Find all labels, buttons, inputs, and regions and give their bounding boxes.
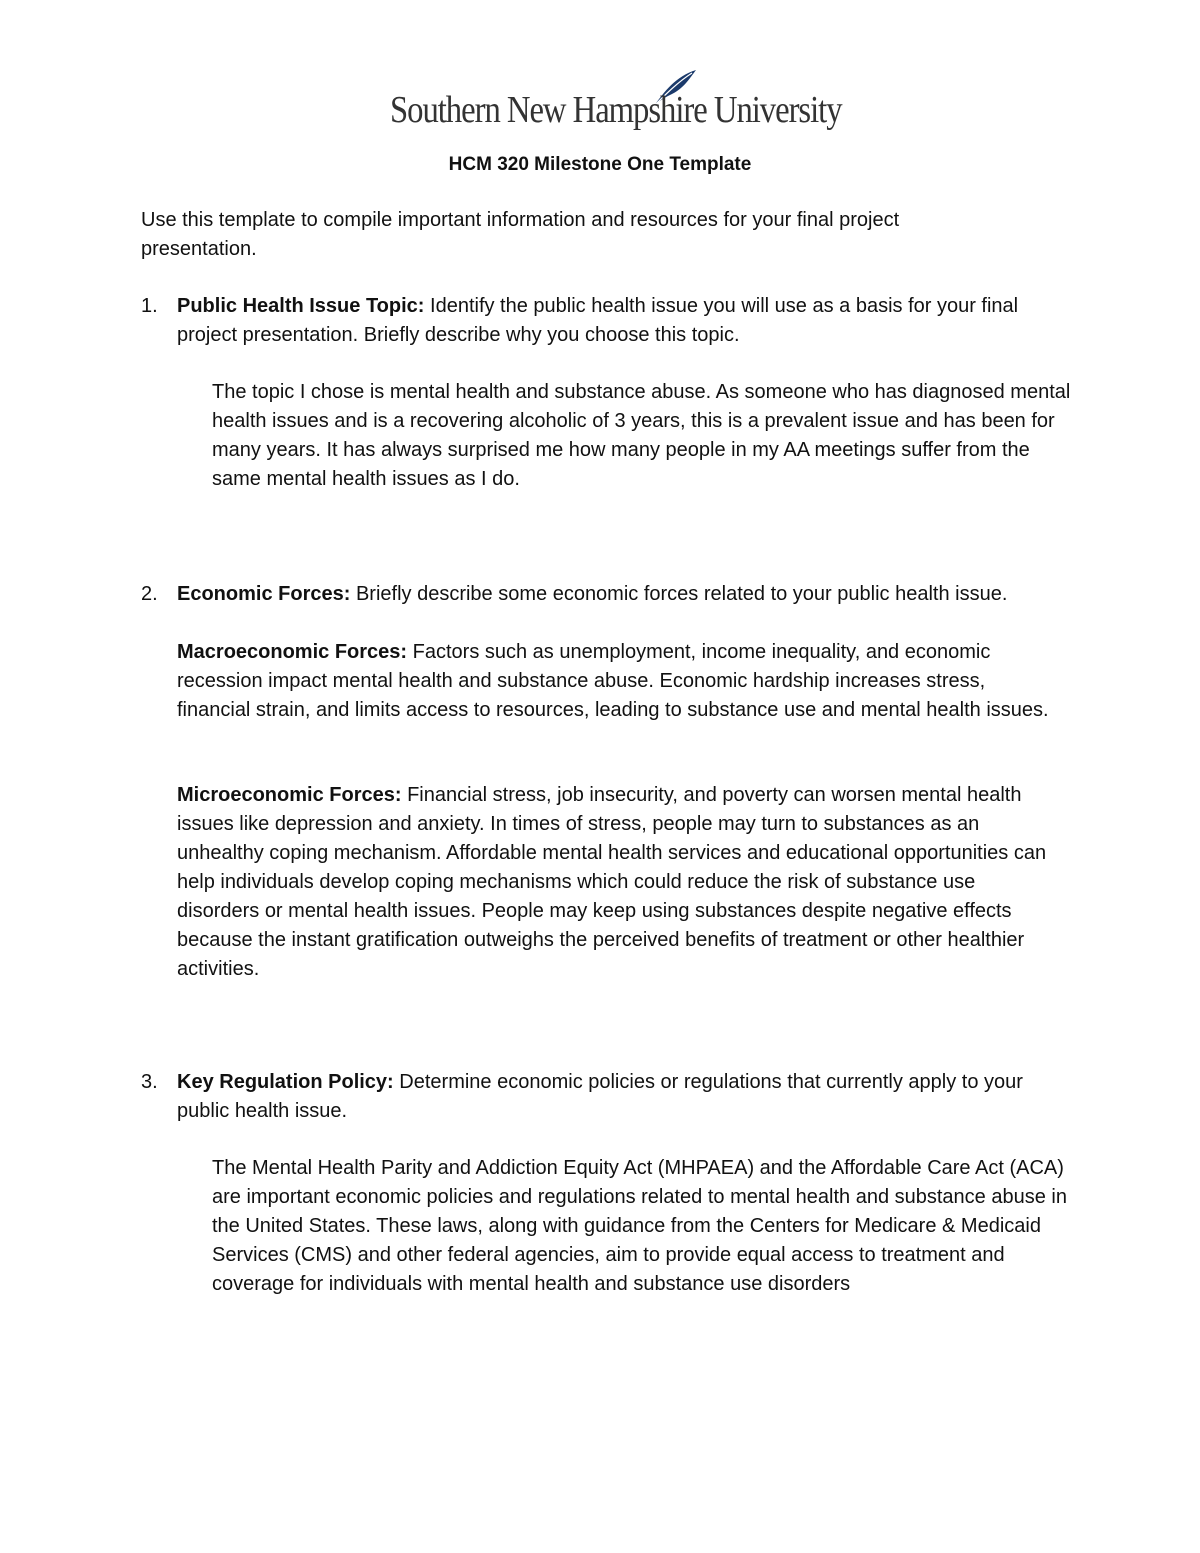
macroeconomic-text: Factors such as unemployment, income inequality, and economic recession impact mental health and substance abuse. Economic hardship increases stress, financial strain, and limits access to resources, leading to substance use and mental health issues.: [177, 641, 1049, 721]
section-3-label: Key Regulation Policy:: [177, 1071, 394, 1093]
section-3-answer: The Mental Health Parity and Addiction Equity Act (MHPAEA) and the Affordable Care Act (ACA) are important economic policies and regulations related to mental health and substance abuse in the United States. These laws, along with guidance from the Centers for Medicare & Medicaid Services (CMS) and other federal agencies, aim to provide equal access to treatment and coverage for individuals with mental health and substance use disorders: [212, 1157, 1067, 1295]
section-1-answer: The topic I chose is mental health and substance abuse. As someone who has diagnosed mental health issues and is a recovering alcoholic of 3 years, this is a prevalent issue and has been for many years. It has always surprised me how many people in my AA meetings suffer from the same mental health issues as I do.: [212, 381, 1071, 490]
section-1-prompt: [177, 292, 1057, 350]
microeconomic-paragraph: [177, 781, 1057, 984]
section-2-number: 2.: [141, 583, 158, 605]
intro-paragraph: Use this template to compile important information and resources for your final project presentation.: [141, 209, 900, 260]
section-2-prompt: [177, 580, 1057, 609]
section-3-number: 3.: [141, 1071, 158, 1093]
section-1-label: Public Health Issue Topic:: [177, 295, 425, 317]
section-1-number: 1.: [141, 295, 158, 317]
microeconomic-text: Financial stress, job insecurity, and poverty can worsen mental health issues like depression and anxiety. In times of stress, people may turn to substances as an unhealthy coping mechanism. Affordable mental health services and educational opportunities can help individuals develop coping mechanisms which could reduce the risk of substance use disorders or mental health issues. People may keep using substances despite negative effects because the instant gratification outweighs the perceived benefits of treatment or other healthier activities.: [177, 784, 1047, 980]
section-1-prompt-text: Identify the public health issue you will use as a basis for your final project presentation. Briefly describe why you choose this topic.: [177, 295, 1019, 346]
macroeconomic-label: Macroeconomic Forces:: [177, 641, 408, 663]
section-2-label: Economic Forces:: [177, 583, 351, 605]
document-title: HCM 320 Milestone One Template: [448, 154, 752, 175]
section-3-prompt-text: Determine economic policies or regulations that currently apply to your public health issue.: [177, 1071, 1023, 1122]
macroeconomic-paragraph: [177, 638, 1057, 725]
section-3-prompt: [177, 1068, 1057, 1126]
university-logo: [380, 68, 842, 138]
logo-wordmark: Southern New Hampshire University: [390, 89, 842, 131]
microeconomic-label: Microeconomic Forces:: [177, 784, 402, 806]
section-2-prompt-text: Briefly describe some economic forces related to your public health issue.: [355, 583, 1008, 605]
